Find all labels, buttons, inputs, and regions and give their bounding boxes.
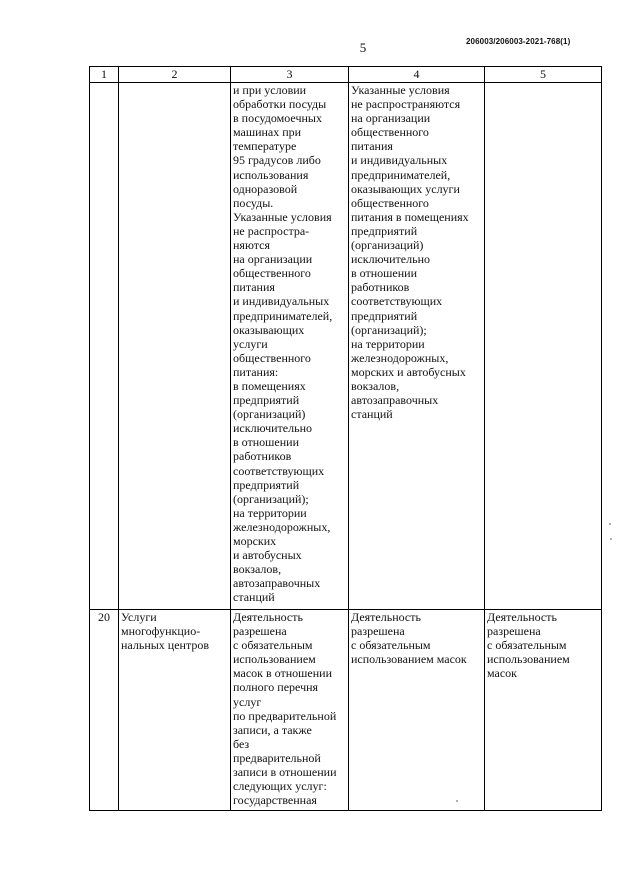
scan-speck xyxy=(610,538,612,540)
row-number-cell xyxy=(90,83,119,610)
column-header: 1 xyxy=(90,67,119,83)
conditions-cell: Деятельность разрешена с обязательным использованием масок в отношении полного перечня услуг по предварительной записи, а также без предварительной записи в отношении следующих услуг: государственная xyxy=(231,610,349,811)
table-row xyxy=(90,610,602,811)
conditions-cell: Указанные условия не распространяются на организации общественного питания и индивидуальных предпринимателей, оказывающих услуги общественного питания в помещениях предприятий (организаций) исключительно в отношении работников соответствующих предприятий (организаций); на территории железнодорожных, морских и автобусных вокзалов, автозаправочных станций xyxy=(349,83,485,610)
scan-speck xyxy=(456,800,458,802)
column-header: 4 xyxy=(349,67,485,83)
table-header-row xyxy=(90,67,602,83)
table-row xyxy=(90,83,602,610)
page-number: 5 xyxy=(359,40,367,55)
scan-speck xyxy=(609,523,611,525)
conditions-cell: и при условии обработки посуды в посудомоечных машинах при температуре 95 градусов либо использования одноразовой посуды. Указанные условия не распростра- няются на организации общественного питания и индивидуальных предпринимателей, оказывающих услуги общественного питания: в помещениях предприятий (организаций) исключительно в отношении работников соответствующих предприятий (организаций); на территории железнодорожных, морских и автобусных вокзалов, автозаправочных станций xyxy=(231,83,349,610)
column-header: 5 xyxy=(485,67,602,83)
conditions-cell: Деятельность разрешена с обязательным использованием масок xyxy=(349,610,485,811)
service-name-cell xyxy=(119,83,231,610)
regulation-table xyxy=(89,66,602,811)
column-header: 2 xyxy=(119,67,231,83)
service-name-cell: Услуги многофункцио- нальных центров xyxy=(119,610,231,811)
conditions-cell xyxy=(485,83,602,610)
column-header: 3 xyxy=(231,67,349,83)
conditions-cell: Деятельность разрешена с обязательным использованием масок xyxy=(485,610,602,811)
document-code: 206003/206003-2021-768(1) xyxy=(466,37,571,46)
row-number-cell: 20 xyxy=(90,610,119,811)
